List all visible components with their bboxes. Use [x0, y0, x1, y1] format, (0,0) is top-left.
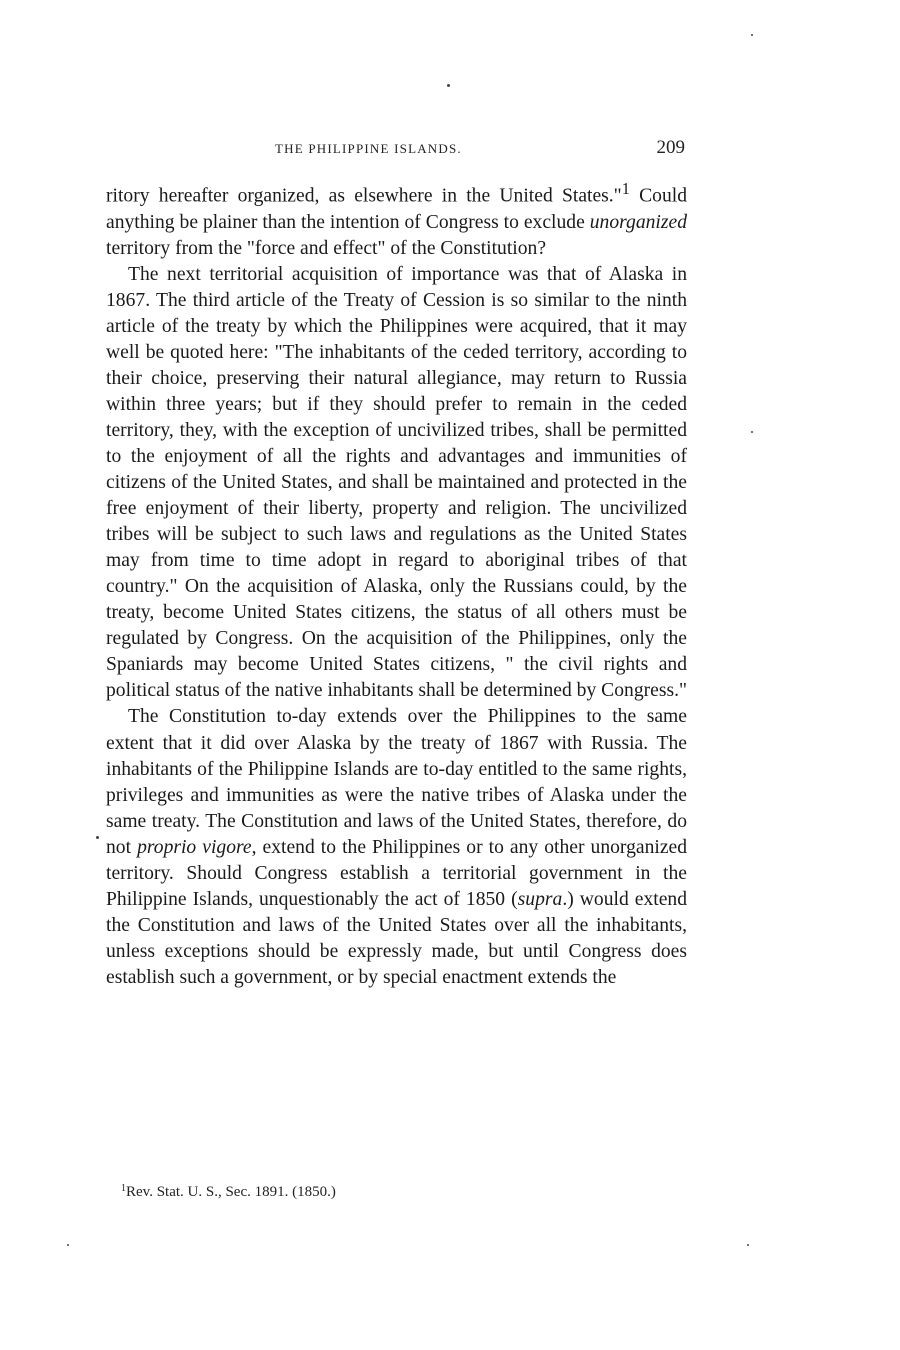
paragraph-1-text-b: Could anything be plainer than the intention of Congress to exclude: [106, 185, 687, 233]
scan-speck: [447, 84, 450, 87]
scan-speck: [747, 1244, 749, 1246]
scan-speck: [751, 34, 753, 36]
page-header: [275, 137, 685, 159]
footnote-mark: 1: [121, 1183, 126, 1194]
footnote: [121, 1183, 336, 1201]
emphasis-unorganized: unorganized: [589, 211, 687, 233]
paragraph-2: The next territorial acquisition of importance was that of Alaska in 1867. The third article of the Treaty of Cession is so similar to the ninth article of the treaty by which the Philippines were acquired, that it may well be quoted here: "The inhabitants of the ceded territory, according to their choice, preserving their natural allegiance, may return to Russia within three years; but if they should prefer to remain in the ceded territory, they, with the exception of uncivilized tribes, shall be permitted to the enjoyment of all the rights and advantages and immunities of citizens of the United States, and shall be maintained and protected in the free enjoyment of their liberty, property and religion. The uncivilized tribes will be subject to such laws and regulations as the United States may from time to time adopt in regard to aboriginal tribes of that country." On the acquisition of Alaska, only the Russians could, by the treaty, become United States citizens, the status of all others must be regulated by Congress. On the acquisition of the Philippines, only the Spaniards may become United States citizens, " the civil rights and political status of the native inhabitants shall be determined by Congress.": [106, 263, 687, 702]
scan-speck: [67, 1244, 69, 1246]
emphasis-supra: supra: [517, 888, 563, 910]
paragraph-1: [106, 176, 687, 262]
running-head: THE PHILIPPINE ISLANDS.: [275, 141, 462, 156]
footnote-reference: 1: [621, 179, 630, 198]
emphasis-proprio-vigore: proprio vigore: [137, 836, 252, 858]
scan-speck: [96, 836, 99, 839]
paragraph-3-text-a: The Constitution to-day extends over the Philippines to the same extent that it did over Alaska by the treaty of 1867 with Russia. The inhabitants of the Philippine Islands are to-day entitled to the same rights, privileges and immunities as were the native tribes of Alaska under the same treaty. The Constitution and laws of the United States, therefore, do not: [106, 706, 687, 858]
footnote-text: Rev. Stat. U. S., Sec. 1891. (1850.): [126, 1184, 336, 1200]
paragraph-3-text-b: , extend to the Philippines or to any other unorganized territory. Should Congress establish a territorial government in the Philippine Islands, unquestionably the act of 1850 (: [106, 836, 688, 910]
body-text: [106, 176, 687, 991]
scan-speck: [751, 431, 753, 433]
paragraph-3-text-c: .) would extend the Constitution and laws of the United States over all the inhabitants, unless exceptions should be expressly made, but until Congress does establish such a government, or by special enactment extends the: [106, 888, 687, 988]
page-number: 209: [656, 137, 685, 158]
paragraph-3: [106, 704, 687, 991]
paragraph-1-text-a: ritory hereafter organized, as elsewhere in the United States.": [106, 185, 622, 207]
paragraph-1-text-c: territory from the "force and effect" of the Constitution?: [106, 237, 547, 259]
